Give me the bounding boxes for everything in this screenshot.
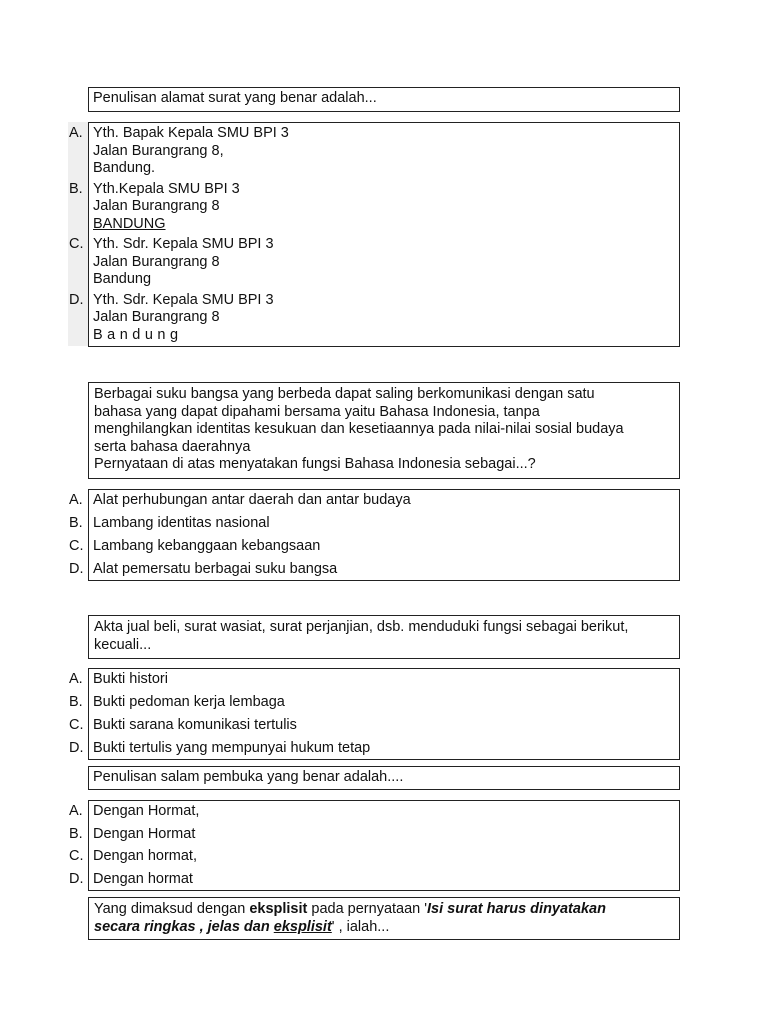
option-text: Dengan hormat,: [93, 848, 197, 864]
option-line: BANDUNG: [93, 215, 166, 232]
option-text: Dengan hormat: [93, 870, 193, 887]
option-a[interactable]: [69, 492, 675, 515]
question-4-box: [88, 766, 680, 790]
question-3-options-box: [69, 668, 680, 760]
question-2-line: Berbagai suku bangsa yang berbeda dapat saling berkomunikasi dengan satu: [94, 386, 595, 402]
q5-keyword: eksplisit: [249, 901, 308, 917]
option-label: B.: [69, 180, 83, 197]
option-text: Lambang kebanggaan kebangsaan: [93, 538, 321, 554]
question-1-text: Penulisan alamat surat yang benar adalah...: [93, 90, 377, 106]
question-1-box: [88, 87, 680, 112]
option-text: Alat perhubungan antar daerah dan antar budaya: [93, 492, 411, 508]
option-c[interactable]: [69, 538, 675, 561]
q5-part1: Yang dimaksud dengan: [94, 901, 250, 917]
option-label: D.: [69, 870, 84, 887]
option-label: B.: [69, 515, 83, 531]
q5-part7: ' , ialah...: [331, 918, 390, 935]
option-label: D.: [69, 291, 84, 308]
question-4-text: Penulisan salam pembuka yang benar adalah....: [93, 769, 404, 785]
question-2-line: menghilangkan identitas kesukuan dan kesetiaannya pada nilai-nilai sosial budaya: [94, 421, 624, 437]
option-b[interactable]: [69, 180, 675, 234]
question-5-text: [94, 901, 606, 935]
question-2-options-box: [69, 489, 680, 581]
option-text: Bukti sarana komunikasi tertulis: [93, 717, 297, 733]
option-text: Bukti pedoman kerja lembaga: [93, 694, 285, 710]
option-b[interactable]: [69, 515, 675, 538]
option-label: A.: [69, 125, 83, 141]
option-d[interactable]: [69, 870, 675, 894]
q5-part3: pada pernyataan ': [307, 901, 428, 917]
option-d[interactable]: [69, 740, 675, 763]
question-2-box: [88, 382, 680, 479]
option-a[interactable]: [69, 671, 675, 694]
question-3-line: kecuali...: [94, 636, 152, 653]
option-line: Bandung: [93, 326, 183, 343]
option-line: Bandung.: [93, 160, 156, 176]
option-text: Bukti histori: [93, 671, 168, 687]
option-text: Lambang identitas nasional: [93, 515, 270, 531]
option-label: C.: [69, 236, 84, 252]
option-label: A.: [69, 671, 83, 687]
option-line: Yth. Sdr. Kepala SMU BPI 3: [93, 291, 274, 308]
option-line: Yth. Bapak Kepala SMU BPI 3: [93, 125, 289, 141]
option-label: C.: [69, 717, 84, 733]
option-label: D.: [69, 561, 84, 577]
option-d[interactable]: [69, 561, 675, 584]
option-text: Dengan Hormat,: [93, 803, 200, 819]
question-5-box: [88, 897, 680, 940]
option-c[interactable]: [69, 848, 675, 871]
question-4-options-box: [69, 800, 680, 891]
option-line: Yth.Kepala SMU BPI 3: [93, 180, 240, 197]
option-label: A.: [69, 803, 83, 819]
option-line: Bandung: [93, 271, 152, 287]
q5-quote-1: Isi surat harus dinyatakan: [427, 901, 606, 917]
option-text: Alat pemersatu berbagai suku bangsa: [93, 561, 338, 577]
option-line: Jalan Burangrang 8: [93, 309, 220, 325]
option-b[interactable]: [69, 825, 675, 849]
option-d[interactable]: [69, 291, 675, 345]
label-column-shade: [68, 122, 88, 346]
option-line: Yth. Sdr. Kepala SMU BPI 3: [93, 236, 274, 252]
option-label: A.: [69, 492, 83, 508]
q5-quote-2: secara ringkas , jelas dan: [94, 918, 274, 935]
option-c[interactable]: [69, 717, 675, 740]
question-1-options-box: [69, 122, 680, 347]
q5-quote-keyword: eksplisit: [273, 918, 332, 935]
option-b[interactable]: [69, 694, 675, 717]
option-line: Jalan Burangrang 8: [93, 253, 220, 270]
question-2-line: bahasa yang dapat dipahami bersama yaitu Bahasa Indonesia, tanpa: [94, 403, 540, 420]
option-a[interactable]: [69, 125, 675, 178]
option-text: Dengan Hormat: [93, 825, 196, 842]
option-line: Jalan Burangrang 8,: [93, 142, 224, 159]
option-label: C.: [69, 848, 84, 864]
option-a[interactable]: [69, 803, 675, 826]
option-label: B.: [69, 825, 83, 842]
question-3-line: Akta jual beli, surat wasiat, surat perjanjian, dsb. menduduki fungsi sebagai berikut,: [94, 619, 629, 635]
option-label: D.: [69, 740, 84, 756]
option-line: Jalan Burangrang 8: [93, 198, 220, 214]
question-2-line: serta bahasa daerahnya: [94, 438, 251, 455]
question-3-box: [88, 615, 680, 659]
option-label: B.: [69, 694, 83, 710]
option-c[interactable]: [69, 236, 675, 289]
option-text: Bukti tertulis yang mempunyai hukum tetap: [93, 740, 371, 756]
option-label: C.: [69, 538, 84, 554]
question-2-line: Pernyataan di atas menyatakan fungsi Bahasa Indonesia sebagai...?: [94, 456, 536, 472]
